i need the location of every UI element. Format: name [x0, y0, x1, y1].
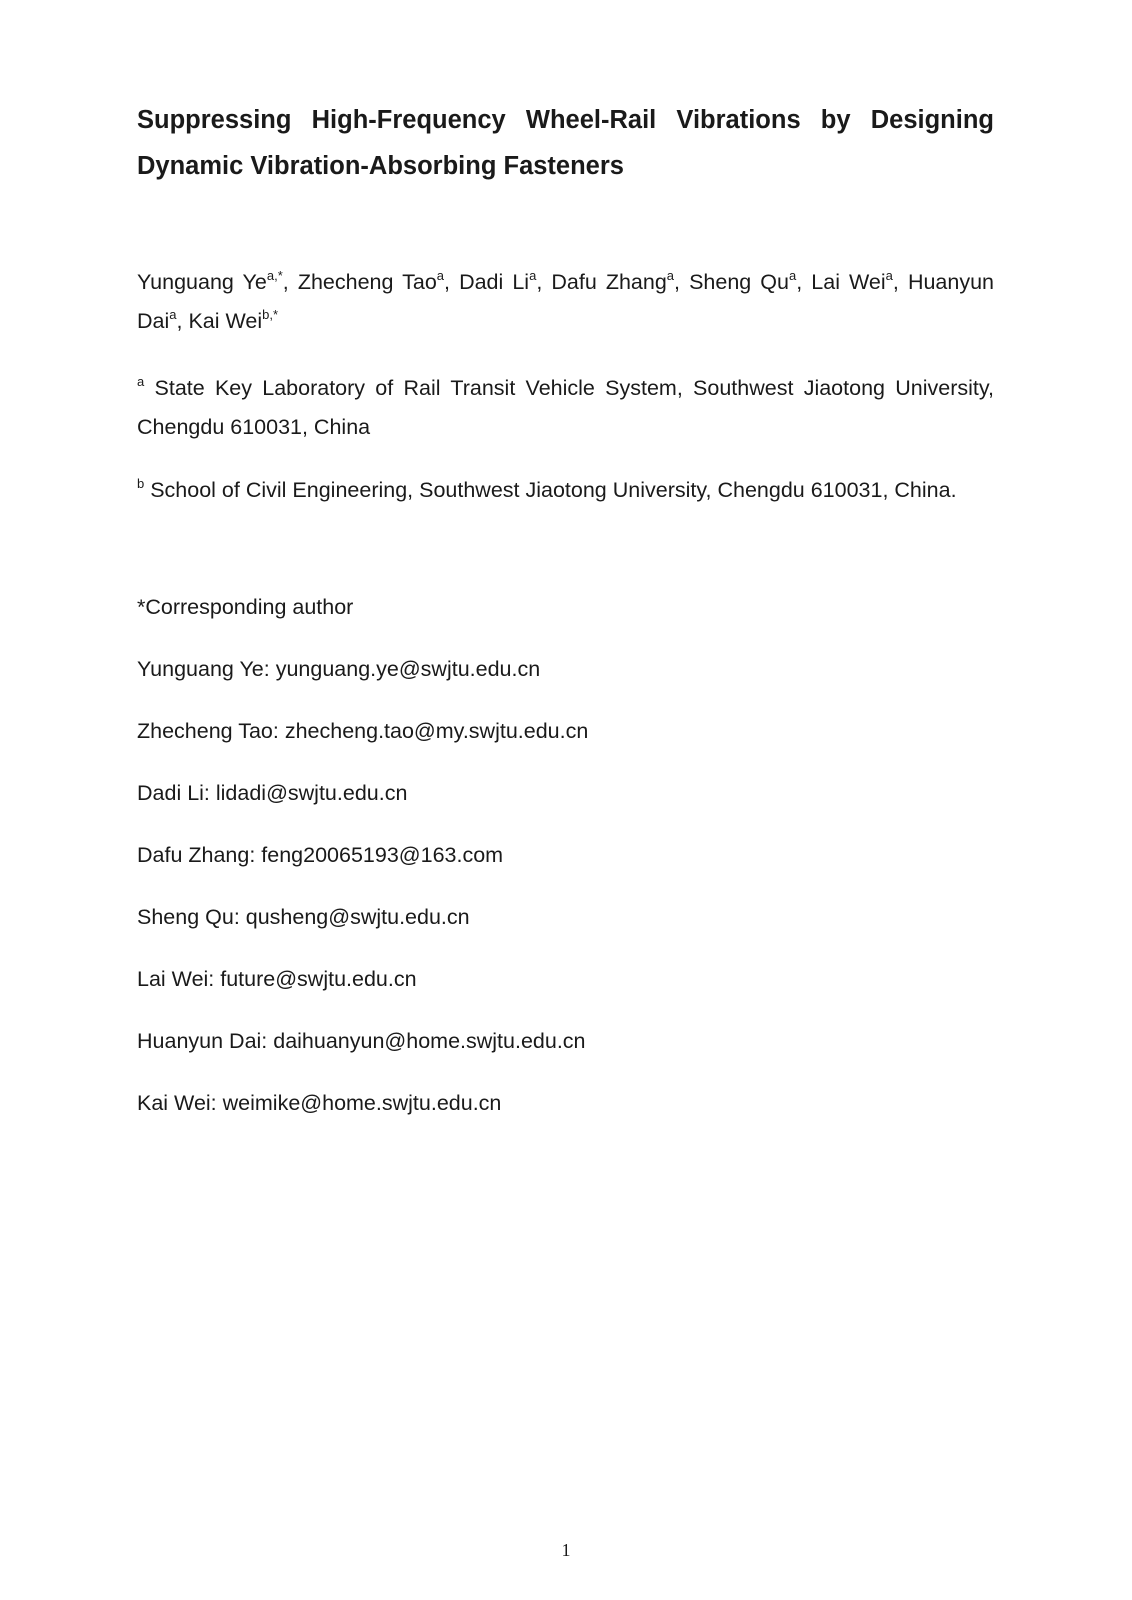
affiliation-b — [137, 471, 994, 510]
author-affiliation-mark: b,* — [262, 306, 279, 322]
contact-email: Huanyun Dai: daihuanyun@home.swjtu.edu.cn — [137, 1029, 586, 1053]
contact-email: Yunguang Ye: yunguang.ye@swjtu.edu.cn — [137, 657, 541, 681]
author-affiliation-mark: a — [169, 306, 177, 322]
author-affiliation-mark: a,* — [266, 268, 283, 283]
author-list — [137, 263, 994, 340]
contact-email: Dafu Zhang: feng20065193@163.com — [137, 843, 504, 867]
affiliation-text: School of Civil Engineering, Southwest Jiaotong University, Chengdu 610031, China. — [150, 478, 957, 502]
contact-email: Zhecheng Tao: zhecheng.tao@my.swjtu.edu.cn — [137, 719, 589, 743]
author: Huanyun Dai$^a$, — [137, 270, 995, 333]
author: Kai Wei$^{b,*}$ — [188, 306, 279, 333]
author: Lai Wei$^a$, — [811, 268, 908, 294]
contact-list — [137, 594, 994, 1152]
affiliation-mark: a — [137, 374, 145, 389]
author: Sheng Qu$^a$, — [689, 268, 812, 294]
author-affiliation-mark: a — [436, 268, 445, 283]
contact-email: Kai Wei: weimike@home.swjtu.edu.cn — [137, 1091, 502, 1115]
author-affiliation-mark: a — [885, 268, 893, 283]
contact-email: Sheng Qu: qusheng@swjtu.edu.cn — [137, 905, 470, 929]
author: Yunguang $Ye^{a,*}$, — [137, 268, 298, 294]
affiliation-a — [137, 369, 994, 446]
contact-email: Lai Wei: future@swjtu.edu.cn — [137, 967, 417, 991]
page-number: 1 — [561, 1540, 571, 1560]
author: Zhecheng Tao$^a$, — [297, 268, 460, 294]
author: Dafu Zhang$^a$, — [551, 268, 690, 294]
author: Dadi Li$^a$, — [459, 268, 552, 294]
affiliation-mark: b — [137, 476, 145, 491]
author-affiliation-mark: a — [529, 268, 537, 283]
paper-title: Suppressing High-Frequency Wheel-Rail Vibrations by Designing Dynamic Vibration-Absorbing Fasteners — [137, 106, 994, 180]
author-affiliation-mark: a — [789, 268, 797, 283]
author-affiliation-mark: a — [666, 268, 675, 283]
corresponding-author-label: *Corresponding author — [137, 595, 354, 619]
contact-email: Dadi Li: lidadi@swjtu.edu.cn — [137, 781, 408, 805]
affiliation-text: State Key Laboratory of Rail Transit Vehicle System, Southwest Jiaotong University, Chengdu 610031, China — [137, 376, 994, 439]
